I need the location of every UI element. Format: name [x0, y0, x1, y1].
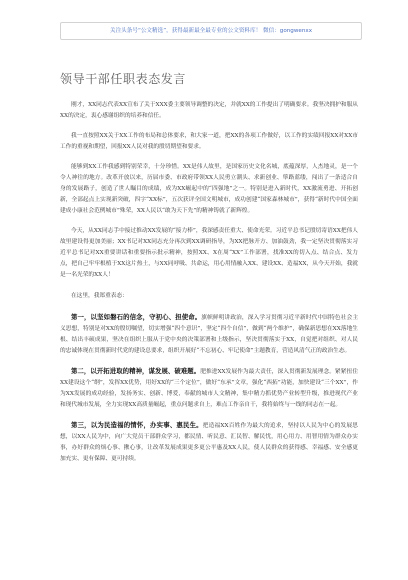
pledge-item	[60, 366, 358, 411]
pledge-item	[60, 420, 358, 465]
document-title: 领导干部任职表态发言	[60, 72, 187, 86]
opening-paragraph: 刚才，XX同志代表XX宣布了关于XXX委主要领导调整的决定，并就XX的工作提出了明确要求。我坚决拥护和服从XX的决定，衷心感谢组织的培养和信任。	[60, 102, 358, 119]
pledge-heading: 第一，以坚如磐石的信念，守初心、担使命。	[71, 313, 202, 321]
city-introduction-paragraph: 能够到XX工作我感到特别荣幸，十分珍惜。XX是伟人故里，是国家历史文化名城，底蕴深厚，人杰地灵，是一个令人神往的地方。改革开放以来，历届市委、市政府带领XX人民勇立潮头、求新创业、筚路蓝缕，闯出了一条适合自身的发展路子，创造了世人瞩目的成绩，成为XX崛起中的“四强地”之一。特别是进入新时代，XX激流勇进、开拓创新，全部起点上实现新突破，四字“XX标”，五次获评全国文明城市，成功创建“国家森林城市”，获得“新时代中国全面建成小康社会范例城市”殊荣，XX人民以“敢为天下先”的精神铸就了新辉煌。	[60, 164, 358, 214]
pledge-body: 把造福XX百姓作为最大的追求，坚持以人民为中心的发展思想，以XX人民为中，向广大党员干部群众学习，都民情、听民意、汇民智、解民忧，用心用力、用智用情为群众办实事，办好群众的烦心事、揪心事，让改革发展成果更多更公平惠及XX人民，使人民群众的获得感、幸福感、安全感更加充实、更有保障、更可持续。	[60, 423, 358, 462]
promo-banner: 关注头条号“公文精选”，获得最新最全最专业的公文资料库！ 微信：gongwenxx	[60, 22, 362, 40]
pledge-body: 旗帜鲜明讲政治，深入学习贯彻习近平新时代中国特色社会主义思想，特别是对XX的殷切嘱望，切实增强“四个意识”，坚定“四个自信”，做到“两个维护”，确保新思想在XX落地生根、结出丰硕成果，坚决在组织上服从于党中央的决策部署和上级指示，坚决贯彻落实于XX，自觉把对组织、对人民的忠诚体现在贯彻新时代党的建设总要求，组织开展好“不忘初心、牢记使命”主题教育，营造风清气正的政治生态。	[60, 315, 359, 354]
pledge-heading: 第二，以开拓进取的精神，谋发展、破难题。	[71, 367, 201, 375]
mission-paragraph: 今天，从XX同志手中接过推动XX发展的“接力棒”，我深感责任重大、使命光荣。习近平总书记殷切寄语XX把伟人故里建设得更加美丽；XX书记对XX同志充分再次到XX调研指导，为XX把脉开方、加油鼓劲，我一定坚决贯彻落实习近平总书记对XX重要讲话和重要指示批示精神，按照XX、X在周“XX”工作部署，找准XX的切入点、结合点、发力点，把自己牢牢根植于XX这片热土，与XX同呼吸、共命运，用心用情融入XX、建设XX、造福XX，从今天开始，我就是一名光荣的XX人！	[60, 228, 358, 278]
pledge-intro: 在这里，我郑重表态：	[71, 293, 128, 299]
document-body	[60, 100, 358, 474]
commitment-paragraph: 我一直按照XX关于XX工作的布局和总体要求，和大家一道，把XX的各项工作做好，以工作的实绩回报XX对XX市工作的重视和期望，回报XX人民对我的殷切期望和要求。	[60, 133, 358, 150]
pledge-body: 肥推进XX发展作为最大责任，深入贯彻新发展理念。紧紧扭住XX建设这个“纲”，发挥XX优势，用好XX的“三个定位”，做好“东承”文章，强化“西拓”功能，加快建设“三个XX”，作为XX发展的成功经验，发扬务实、创新、博爱，奉献的城市人文精神，集中精力抓优势产业转型升级，推进现代产业和现代城市发展，全力实现XX高质量崛起，重点问题求自上，难点工作亲自干，我将始终与一线的同志在一起。	[60, 369, 359, 408]
pledge-heading: 第三，以为民造福的情怀，办实事、惠民生。	[71, 421, 203, 429]
pledge-item	[60, 312, 358, 357]
